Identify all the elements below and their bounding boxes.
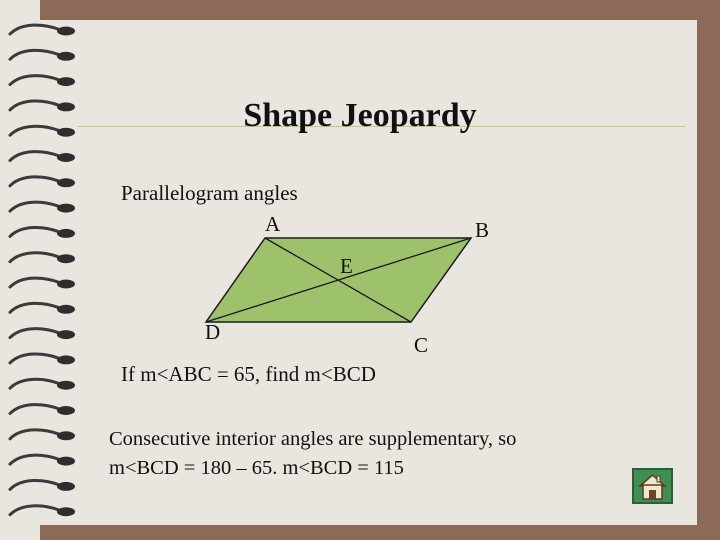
vertex-label-e: E bbox=[340, 254, 353, 278]
vertex-label-a: A bbox=[265, 212, 281, 236]
slide-title: Shape Jeopardy bbox=[243, 97, 477, 134]
question-text: If m<ABC = 65, find m<BCD bbox=[121, 362, 376, 386]
house-icon bbox=[634, 470, 671, 502]
vertex-label-c: C bbox=[414, 333, 429, 357]
answer-line-2: m<BCD = 180 – 65. m<BCD = 115 bbox=[109, 457, 404, 479]
vertex-label-b: B bbox=[475, 218, 490, 242]
vertex-label-d: D bbox=[205, 320, 221, 344]
subtitle: Parallelogram angles bbox=[121, 181, 298, 205]
answer-line-1: Consecutive interior angles are supplementary, so bbox=[109, 428, 517, 450]
home-button[interactable] bbox=[632, 468, 673, 504]
